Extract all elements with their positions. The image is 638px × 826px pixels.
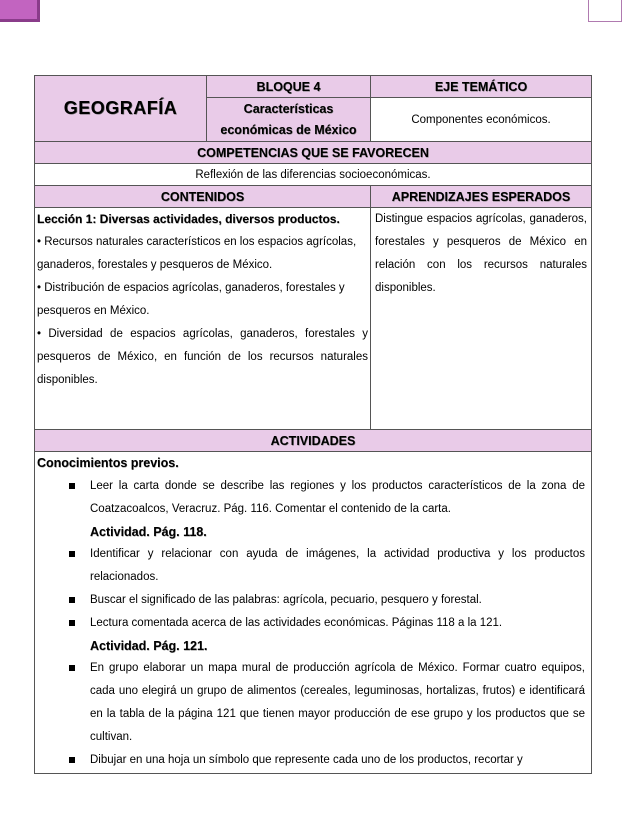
contenido-item: • Recursos naturales característicos en los espacios agrícolas, ganaderos, forestales y pesqueros de México. [37, 236, 357, 271]
actividades-cell [35, 452, 592, 774]
aprendizajes-label: APRENDIZAJES ESPERADOS [371, 186, 592, 208]
bloque-label: BLOQUE 4 [207, 76, 371, 98]
activity-item: Lectura comentada acerca de las actividades económicas. Páginas 118 a la 121. [35, 612, 591, 635]
competencias-value: Reflexión de las diferencias socioeconómicas. [35, 164, 592, 186]
lesson-title: Lección 1: Diversas actividades, diversos productos. [37, 212, 340, 226]
eje-label: EJE TEMÁTICO [371, 76, 592, 98]
subject-title: GEOGRAFÍA [35, 76, 207, 142]
bloque-title: Características económicas de México [207, 98, 371, 142]
activity-item: En grupo elaborar un mapa mural de producción agrícola de México. Formar cuatro equipos, cada uno elegirá un grupo de alimentos (cereales, leguminosas, hortalizas, frutos) e identificará en la tabla de la página 121 que tienen mayor producción de ese grupo y los productos que se cultivan. [35, 657, 591, 749]
activities-list [35, 475, 591, 521]
activity-heading: Actividad. Pág. 121. [90, 639, 208, 653]
activities-list [35, 657, 591, 772]
page-corner-decoration-left [0, 0, 40, 22]
conocimientos-label: Conocimientos previos. [37, 456, 179, 470]
activity-heading: Actividad. Pág. 118. [90, 525, 207, 539]
contenidos-label: CONTENIDOS [35, 186, 371, 208]
competencias-label: COMPETENCIAS QUE SE FAVORECEN [35, 142, 592, 164]
contenido-item: • Distribución de espacios agrícolas, ganaderos, forestales y pesqueros en México. [37, 282, 345, 317]
activity-item: Leer la carta donde se describe las regiones y los productos característicos de la zona de Coatzacoalcos, Veracruz. Pág. 116. Comentar el contenido de la carta. [35, 475, 591, 521]
activity-item: Buscar el significado de las palabras: agrícola, pecuario, pesquero y forestal. [35, 589, 591, 612]
eje-value: Componentes económicos. [371, 98, 592, 142]
lesson-plan-table [34, 75, 592, 774]
aprendizajes-value: Distingue espacios agrícolas, ganaderos, forestales y pesqueros de México en relación con los recursos naturales disponibles. [371, 208, 592, 430]
activity-item: Identificar y relacionar con ayuda de imágenes, la actividad productiva y los productos relacionados. [35, 543, 591, 589]
contenido-item: • Diversidad de espacios agrícolas, ganaderos, forestales y pesqueros de México, en función de los recursos naturales disponibles. [37, 328, 368, 386]
activities-list [35, 543, 591, 635]
contenidos-cell [35, 208, 371, 430]
activity-item: Dibujar en una hoja un símbolo que represente cada uno de los productos, recortar y [35, 749, 591, 772]
actividades-label: ACTIVIDADES [35, 430, 592, 452]
page-corner-decoration-right [588, 0, 622, 22]
